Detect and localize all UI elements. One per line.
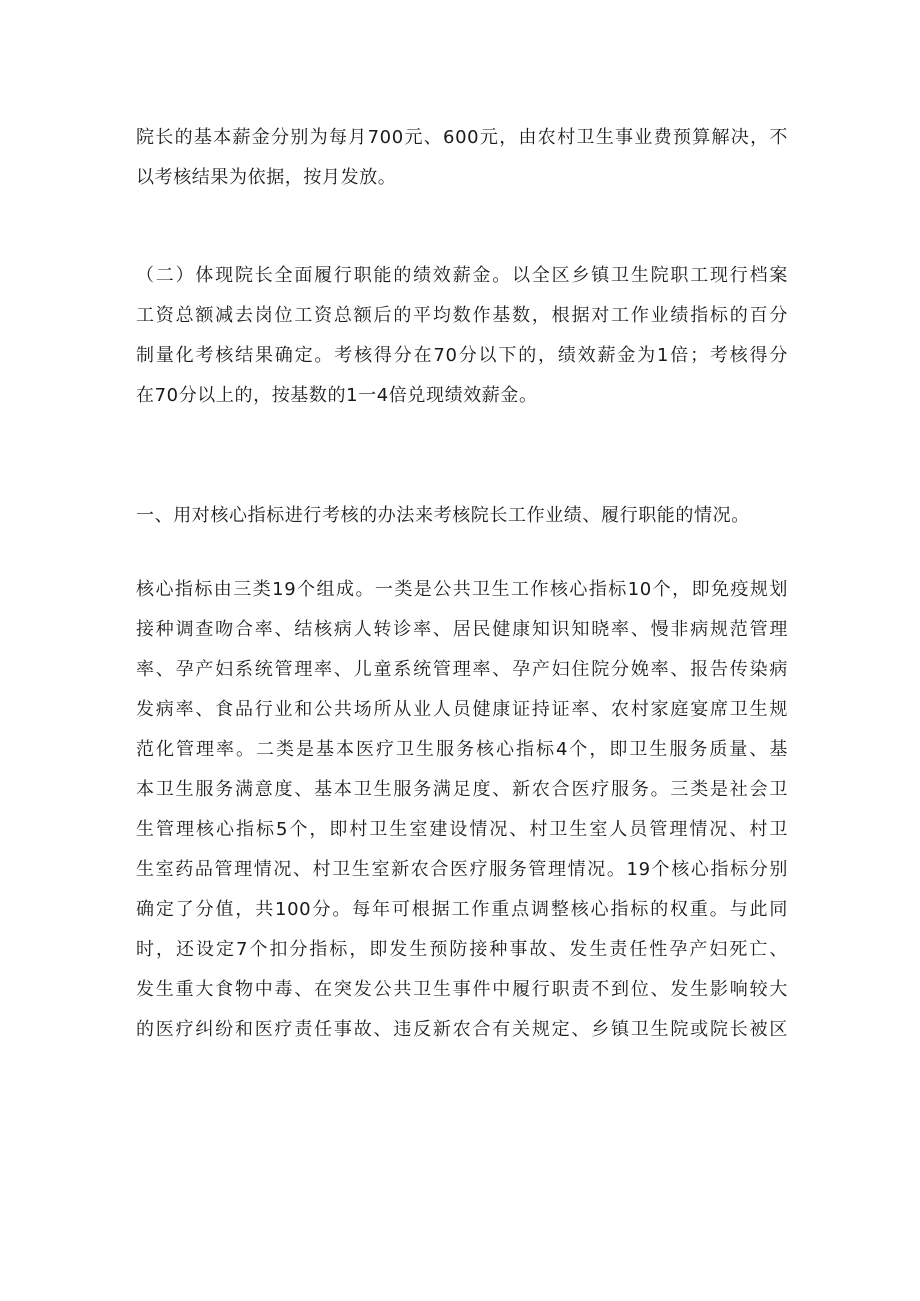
paragraph-basic-salary (136, 118, 788, 198)
paragraph-core-indicators (136, 570, 788, 1050)
text-line: 发病率、食品行业和公共场所从业人员健康证持证率、农村家庭宴席卫生规 (136, 699, 788, 720)
text-line: 以考核结果为依据，按月发放。 (136, 167, 397, 188)
paragraph-performance-salary (136, 256, 788, 416)
text-line: 的医疗纠纷和医疗责任事故、违反新农合有关规定、乡镇卫生院或院长被区 (136, 1019, 788, 1040)
text-line: 在70分以上的，按基数的1一4倍兑现绩效薪金。 (136, 385, 538, 406)
text-line: 接种调查吻合率、结核病人转诊率、居民健康知识知晓率、慢非病规范管理 (136, 619, 788, 640)
text-line: 本卫生服务满意度、基本卫生服务满足度、新农合医疗服务。三类是社会卫 (136, 779, 788, 800)
text-line: 制量化考核结果确定。考核得分在70分以下的，绩效薪金为1倍；考核得分 (136, 345, 788, 366)
text-line: 核心指标由三类19个组成。一类是公共卫生工作核心指标10个，即免疫规划 (136, 579, 788, 600)
text-line: 发生重大食物中毒、在突发公共卫生事件中履行职责不到位、发生影响较大 (136, 979, 788, 1000)
text-line: 时，还设定7个扣分指标，即发生预防接种事故、发生责任性孕产妇死亡、 (136, 939, 788, 960)
text-line: 院长的基本薪金分别为每月700元、600元，由农村卫生事业费预算解决，不 (136, 127, 788, 148)
text-line: 确定了分值，共100分。每年可根据工作重点调整核心指标的权重。与此同 (136, 899, 788, 920)
text-line: （二）体现院长全面履行职能的绩效薪金。以全区乡镇卫生院职工现行档案 (136, 265, 788, 286)
text-line: 生室药品管理情况、村卫生室新农合医疗服务管理情况。19个核心指标分别 (136, 859, 788, 880)
text-line: 范化管理率。二类是基本医疗卫生服务核心指标4个，即卫生服务质量、基 (136, 739, 788, 760)
text-line: 生管理核心指标5个，即村卫生室建设情况、村卫生室人员管理情况、村卫 (136, 819, 788, 840)
section-heading-core-indicators (136, 496, 788, 536)
text-line: 率、孕产妇系统管理率、儿童系统管理率、孕产妇住院分娩率、报告传染病 (136, 659, 788, 680)
text-line: 工资总额减去岗位工资总额后的平均数作基数，根据对工作业绩指标的百分 (136, 305, 788, 326)
text-line: 一、用对核心指标进行考核的办法来考核院长工作业绩、履行职能的情况。 (136, 505, 750, 526)
